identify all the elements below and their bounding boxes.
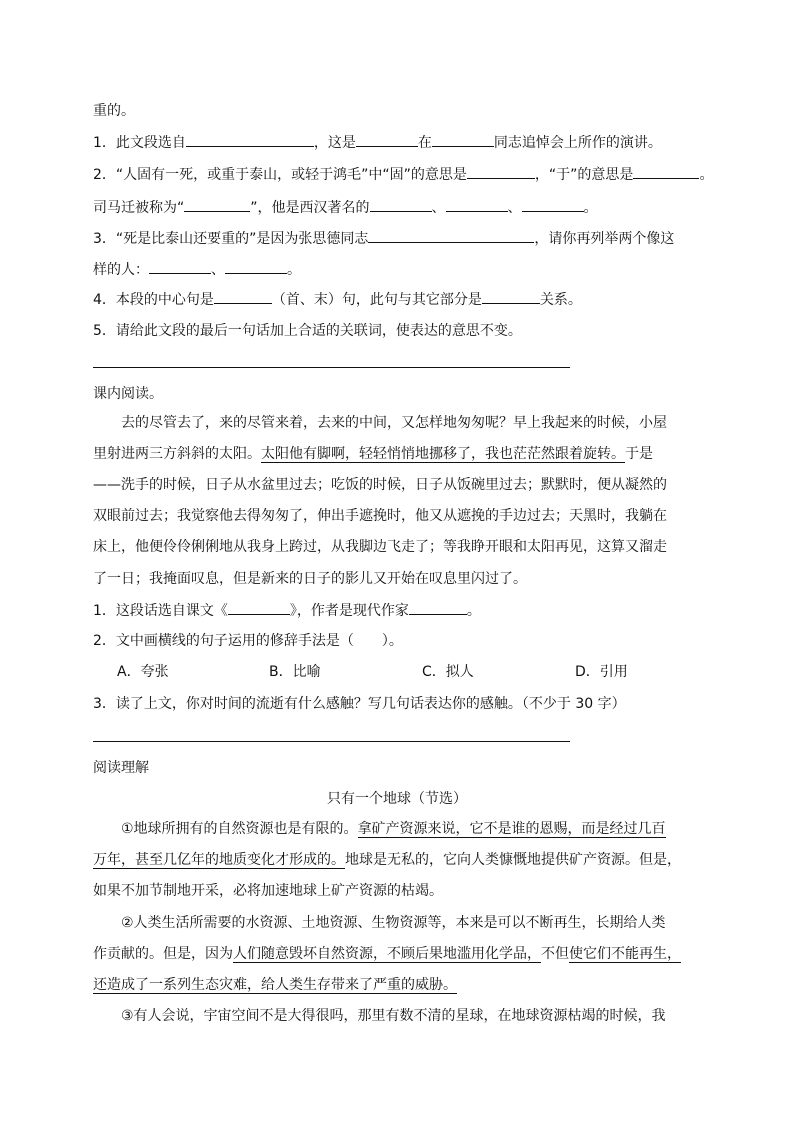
answer-blank[interactable] (214, 289, 272, 304)
choice-a[interactable]: A．夸张 (117, 664, 169, 680)
question-2 (93, 164, 713, 185)
answer-blank[interactable] (633, 164, 699, 179)
passage-line (93, 444, 653, 464)
underlined-sentence: 拿矿产资源来说，它不是谁的恩赐，而是经过几百 (357, 821, 666, 837)
answer-blank[interactable] (432, 132, 494, 147)
underlined-sentence: 万年，甚至几亿年的地质变化才形成的。 (93, 852, 345, 868)
question-text: 。 (699, 167, 714, 183)
underlined-sentence: 人们随意毁坏自然资源，不顾后果地滥用化学品， (233, 946, 541, 962)
question-text: 1．这段话选自课文《 (93, 603, 228, 619)
question-text: 司马迁被称为“ (93, 200, 185, 216)
passage-text: 不但 (541, 946, 569, 962)
passage-line (93, 975, 457, 995)
question-text: （首、末）句，此句与其它部分是 (271, 292, 482, 308)
answer-line[interactable] (93, 741, 570, 742)
answer-blank[interactable] (356, 132, 418, 147)
passage-text: 作贡献的。但是，因为 (93, 946, 233, 962)
question-text: 样的人： (93, 262, 149, 278)
choice-c[interactable]: C．拟人 (422, 664, 474, 680)
question-2: 2．文中画横线的句子运用的修辞手法是（ ）。 (93, 633, 403, 649)
question-text: 同志追悼会上所作的演讲。 (493, 135, 662, 151)
question-text: ，请你再列举两个像这 (534, 231, 675, 247)
question-text: 。 (466, 603, 481, 619)
answer-line[interactable] (93, 367, 570, 368)
question-text: 4．本段的中心句是 (93, 292, 214, 308)
passage-line: 如果不加节制地开采，必将加速地球上矿产资源的枯竭。 (93, 883, 443, 899)
question-4 (93, 289, 582, 310)
passage-line: 了一日；我掩面叹息，但是新来的日子的影儿又开始在叹息里闪过了。 (93, 571, 527, 587)
passage-text: 地球是无私的，它向人类慷慨地提供矿产资源。但是， (345, 852, 681, 868)
passage-line: ——洗手的时候，日子从水盆里过去；吃饭的时候，日子从饭碗里过去；默默时，便从凝然的 (93, 477, 667, 493)
answer-blank[interactable] (225, 259, 287, 274)
question-1 (93, 600, 481, 621)
question-text: 关系。 (539, 292, 582, 308)
answer-blank[interactable] (409, 600, 467, 615)
underlined-sentence: 还造成了一系列生态灾难，给人类生存带来了严重的威胁。 (93, 977, 457, 993)
question-text: ”，他是西汉著名的 (250, 200, 370, 216)
passage-line (121, 819, 666, 839)
section-title: 课内阅读。 (93, 386, 163, 402)
answer-blank[interactable] (370, 197, 432, 212)
passage-text: 于是 (625, 446, 653, 462)
answer-blank[interactable] (368, 228, 534, 243)
passage-title: 只有一个地球（节选） (327, 791, 467, 807)
question-text: 。 (583, 200, 598, 216)
question-3 (93, 228, 674, 249)
passage-text: ①地球所拥有的自然资源也是有限的。 (121, 821, 358, 837)
answer-blank[interactable] (186, 132, 314, 147)
passage-text: 里射进两三方斜斜的太阳。 (93, 446, 261, 462)
question-3: 3．读了上文，你对时间的流逝有什么感触？写几句话表达你的感触。（不少于 30 字） (93, 696, 626, 712)
answer-blank[interactable] (149, 259, 211, 274)
text-line: 重的。 (93, 103, 135, 119)
question-2-cont (93, 197, 598, 218)
question-5: 5．请给此文段的最后一句话加上合适的关联词，使表达的意思不变。 (93, 323, 522, 339)
question-text: 、 (431, 200, 446, 216)
answer-blank[interactable] (482, 289, 540, 304)
passage-line: 去的尽管去了，来的尽管来着，去来的中间，又怎样地匆匆呢？早上我起来的时候，小屋 (121, 415, 667, 431)
question-1 (93, 132, 662, 153)
answer-blank[interactable] (228, 600, 290, 615)
passage-line (93, 850, 681, 870)
passage-line: 床上，他便伶伶俐俐地从我身上跨过，从我脚边飞走了；等我睁开眼和太阳再见，这算又溜走 (93, 539, 667, 555)
question-text: 》，作者是现代作家 (289, 603, 409, 619)
underlined-sentence: 太阳他有脚啊，轻轻悄悄地挪移了，我也茫茫然跟着旋转。 (261, 446, 625, 462)
question-text: 在 (417, 135, 432, 151)
answer-blank[interactable] (467, 164, 535, 179)
passage-line: 双眼前过去；我觉察他去得匆匆了，伸出手遮挽时，他又从遮挽的手边过去；天黑时，我躺在 (93, 508, 667, 524)
question-text: 、 (507, 200, 522, 216)
passage-line (93, 944, 681, 964)
answer-blank[interactable] (522, 197, 584, 212)
question-text: 3．“死是比泰山还要重的”是因为张思德同志 (93, 231, 369, 247)
passage-line: ③有人会说，宇宙空间不是大得很吗，那里有数不清的星球，在地球资源枯竭的时候，我 (121, 1008, 666, 1024)
question-text: 1．此文段选自 (93, 135, 186, 151)
question-text: 、 (211, 262, 225, 278)
underlined-sentence: 使它们不能再生， (569, 946, 681, 962)
question-text: ，“于”的意思是 (534, 167, 634, 183)
passage-line: ②人类生活所需要的水资源、土地资源、生物资源等，本来是可以不断再生，长期给人类 (121, 915, 666, 931)
choice-b[interactable]: B．比喻 (269, 664, 321, 680)
question-text: ，这是 (313, 135, 356, 151)
question-text: 2．“人固有一死，或重于泰山，或轻于鸿毛”中“固”的意思是 (93, 167, 467, 183)
question-3-cont (93, 259, 301, 280)
answer-blank[interactable] (184, 197, 250, 212)
answer-blank[interactable] (446, 197, 508, 212)
question-text: 。 (287, 262, 301, 278)
choice-d[interactable]: D．引用 (575, 664, 628, 680)
section-title: 阅读理解 (93, 760, 149, 776)
